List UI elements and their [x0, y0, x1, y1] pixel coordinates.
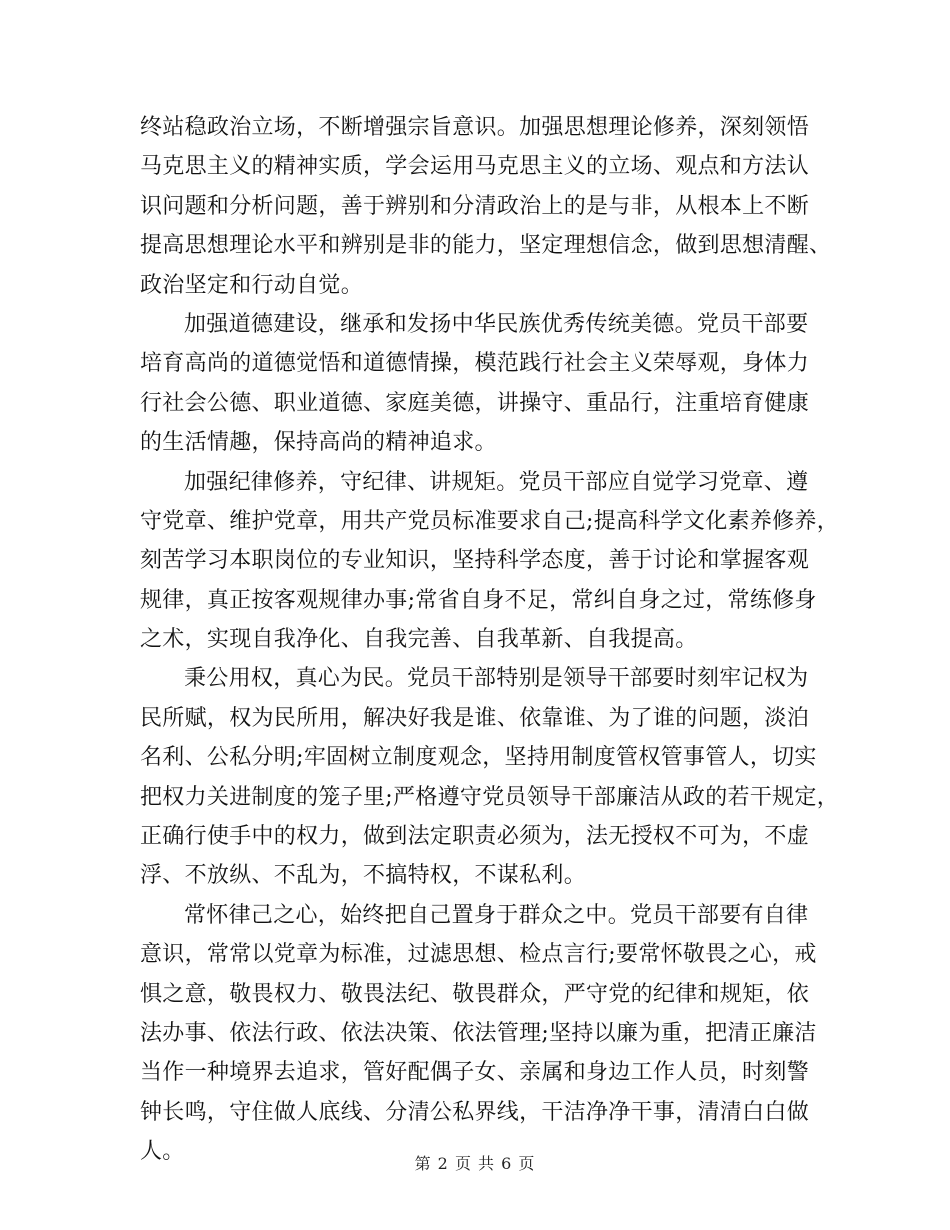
text-line: 钟长鸣，守住做人底线、分清公私界线，干洁净净干事，清清白白做: [140, 1099, 810, 1125]
text-line: 政治坚定和行动自觉。: [140, 272, 364, 298]
text-line: 意识，常常以党章为标准，过滤思想、检点言行;要常怀敬畏之心，戒: [140, 942, 817, 968]
text-line: 规律，真正按客观规律办事;常省自身不足，常纠自身之过，常练修身: [140, 587, 817, 613]
paragraph: [140, 659, 840, 895]
text-line: 名利、公私分明;牢固树立制度观念，坚持用制度管权管事管人，切实: [140, 745, 817, 771]
paragraph: [140, 108, 832, 305]
text-line: 行社会公德、职业道德、家庭美德，讲操守、重品行，注重培育健康: [140, 390, 810, 416]
text-line: 秉公用权，真心为民。党员干部特别是领导干部要时刻牢记权为: [184, 666, 809, 692]
text-line: 正确行使手中的权力，做到法定职责必须为，法无授权不可为，不虚: [140, 824, 810, 850]
body-text: [140, 108, 840, 1172]
paragraph: [140, 305, 820, 463]
text-line: 惧之意，敬畏权力、敬畏法纪、敬畏群众，严守党的纪律和规矩，依: [140, 981, 810, 1007]
text-line: 马克思主义的精神实质，学会运用马克思主义的立场、观点和方法认: [140, 154, 810, 180]
text-line: 守党章、维护党章，用共产党员标准要求自己;提高科学文化素养修养，: [140, 508, 840, 534]
paragraph: [140, 896, 820, 1172]
text-line: 民所赋，权为民所用，解决好我是谁、依靠谁、为了谁的问题，淡泊: [140, 705, 810, 731]
text-line: 培育高尚的道德觉悟和道德情操，模范践行社会主义荣辱观，身体力: [140, 351, 810, 377]
page-footer: 第 2 页 共 6 页: [414, 1154, 536, 1173]
text-line: 终站稳政治立场，不断增强宗旨意识。加强思想理论修养，深刻领悟: [140, 115, 810, 140]
text-line: 之术，实现自我净化、自我完善、自我革新、自我提高。: [140, 627, 698, 653]
text-line: 当作一种境界去追求，管好配偶子女、亲属和身边工作人员，时刻警: [140, 1060, 810, 1086]
text-line: 刻苦学习本职岗位的专业知识，坚持科学态度，善于讨论和掌握客观: [140, 548, 810, 574]
text-line: 加强纪律修养，守纪律、讲规矩。党员干部应自觉学习党章、遵: [184, 469, 809, 495]
text-line: 的生活情趣，保持高尚的精神追求。: [140, 430, 497, 456]
text-line: 浮、不放纵、不乱为，不搞特权，不谋私利。: [140, 863, 587, 889]
text-line: 加强道德建设，继承和发扬中华民族优秀传统美德。党员干部要: [184, 311, 809, 337]
paragraph: [140, 463, 840, 660]
text-line: 识问题和分析问题，善于辨别和分清政治上的是与非，从根本上不断: [140, 193, 810, 219]
text-line: 法办事、依法行政、依法决策、依法管理;坚持以廉为重，把清正廉洁: [140, 1020, 817, 1046]
text-line: 把权力关进制度的笼子里;严格遵守党员领导干部廉洁从政的若干规定，: [140, 784, 840, 810]
text-line: 常怀律己之心，始终把自己置身于群众之中。党员干部要有自律: [184, 902, 809, 928]
text-line: 人。: [140, 1139, 185, 1165]
text-line: 提高思想理论水平和辨别是非的能力，坚定理想信念，做到思想清醒、: [140, 233, 832, 259]
